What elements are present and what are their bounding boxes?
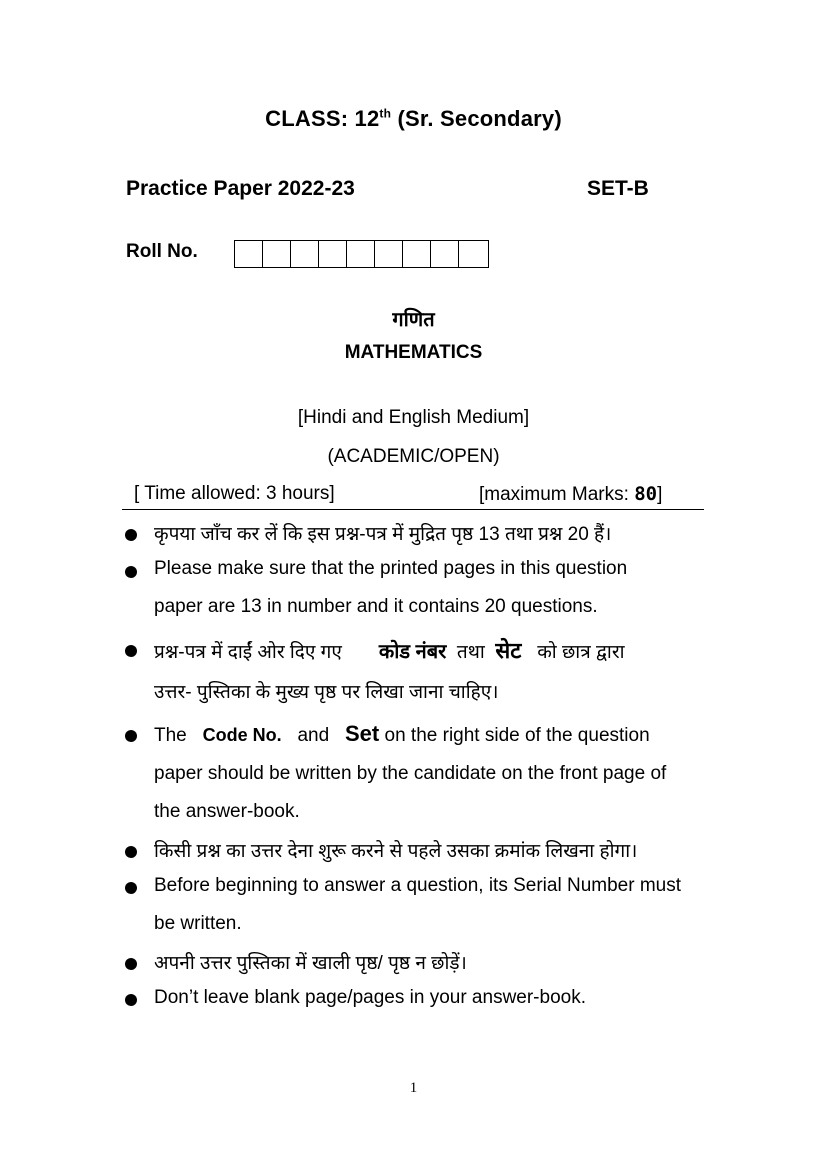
instruction-3-line-1: प्रश्न-पत्र में दाईं ओर दिए गए कोड नंबर तथा सेट को छात्र द्वारा [154,638,625,663]
instruction-2-line-2: paper are 13 in number and it contains 20 questions. [154,596,598,617]
bullet-icon [125,645,137,657]
header-divider [122,509,704,510]
instruction-8-english: Don’t leave blank page/pages in your answer-book. [154,987,586,1008]
roll-number-box [403,241,431,267]
instruction-1-hindi: कृपया जाँच कर लें कि इस प्रश्न-पत्र में मुद्रित पृष्ठ 13 तथा प्रश्न 20 हैं। [154,524,612,545]
time-allowed: [ Time allowed: 3 hours] [134,483,335,504]
instruction-4-line-3: the answer-book. [154,801,300,822]
roll-number-label: Roll No. [126,241,198,262]
roll-number-box [459,241,488,267]
instruction-4-line-1: The Code No. and Set on the right side of the question [154,721,650,746]
bullet-icon [125,846,137,858]
maximum-marks: [maximum Marks: 80] [479,483,663,505]
instruction-5-hindi: किसी प्रश्न का उत्तर देना शुरू करने से पहले उसका क्रमांक लिखना होगा। [154,841,638,862]
instruction-4-line-2: paper should be written by the candidate on the front page of [154,763,667,784]
bullet-icon [125,994,137,1006]
roll-number-box [263,241,291,267]
bullet-icon [125,730,137,742]
paper-title: Practice Paper 2022-23 [126,177,355,200]
subject-title-hindi: गणित [392,309,435,331]
roll-number-box [431,241,459,267]
bullet-icon [125,529,137,541]
roll-number-box [347,241,375,267]
instruction-7-hindi: अपनी उत्तर पुस्तिका में खाली पृष्ठ/ पृष्ठ न छोड़ें। [154,953,467,974]
instruction-6-line-2: be written. [154,913,242,934]
page-number: 1 [409,1080,418,1096]
class-title: CLASS: 12th (Sr. Secondary) [265,106,562,131]
bullet-icon [125,958,137,970]
roll-number-box [235,241,263,267]
subject-title-english: MATHEMATICS [344,342,483,363]
set-label: SET-B [587,177,649,200]
bullet-icon [125,566,137,578]
category-label: (ACADEMIC/OPEN) [327,446,500,467]
roll-number-box [375,241,403,267]
medium-label: [Hindi and English Medium] [297,407,530,428]
instruction-2-line-1: Please make sure that the printed pages in this question [154,558,628,579]
roll-number-box [319,241,347,267]
roll-number-boxes [234,240,489,268]
instruction-3-line-2: उत्तर- पुस्तिका के मुख्य पृष्ठ पर लिखा जाना चाहिए। [154,682,499,703]
roll-number-box [291,241,319,267]
bullet-icon [125,882,137,894]
instruction-6-line-1: Before beginning to answer a question, its Serial Number must [154,875,681,896]
